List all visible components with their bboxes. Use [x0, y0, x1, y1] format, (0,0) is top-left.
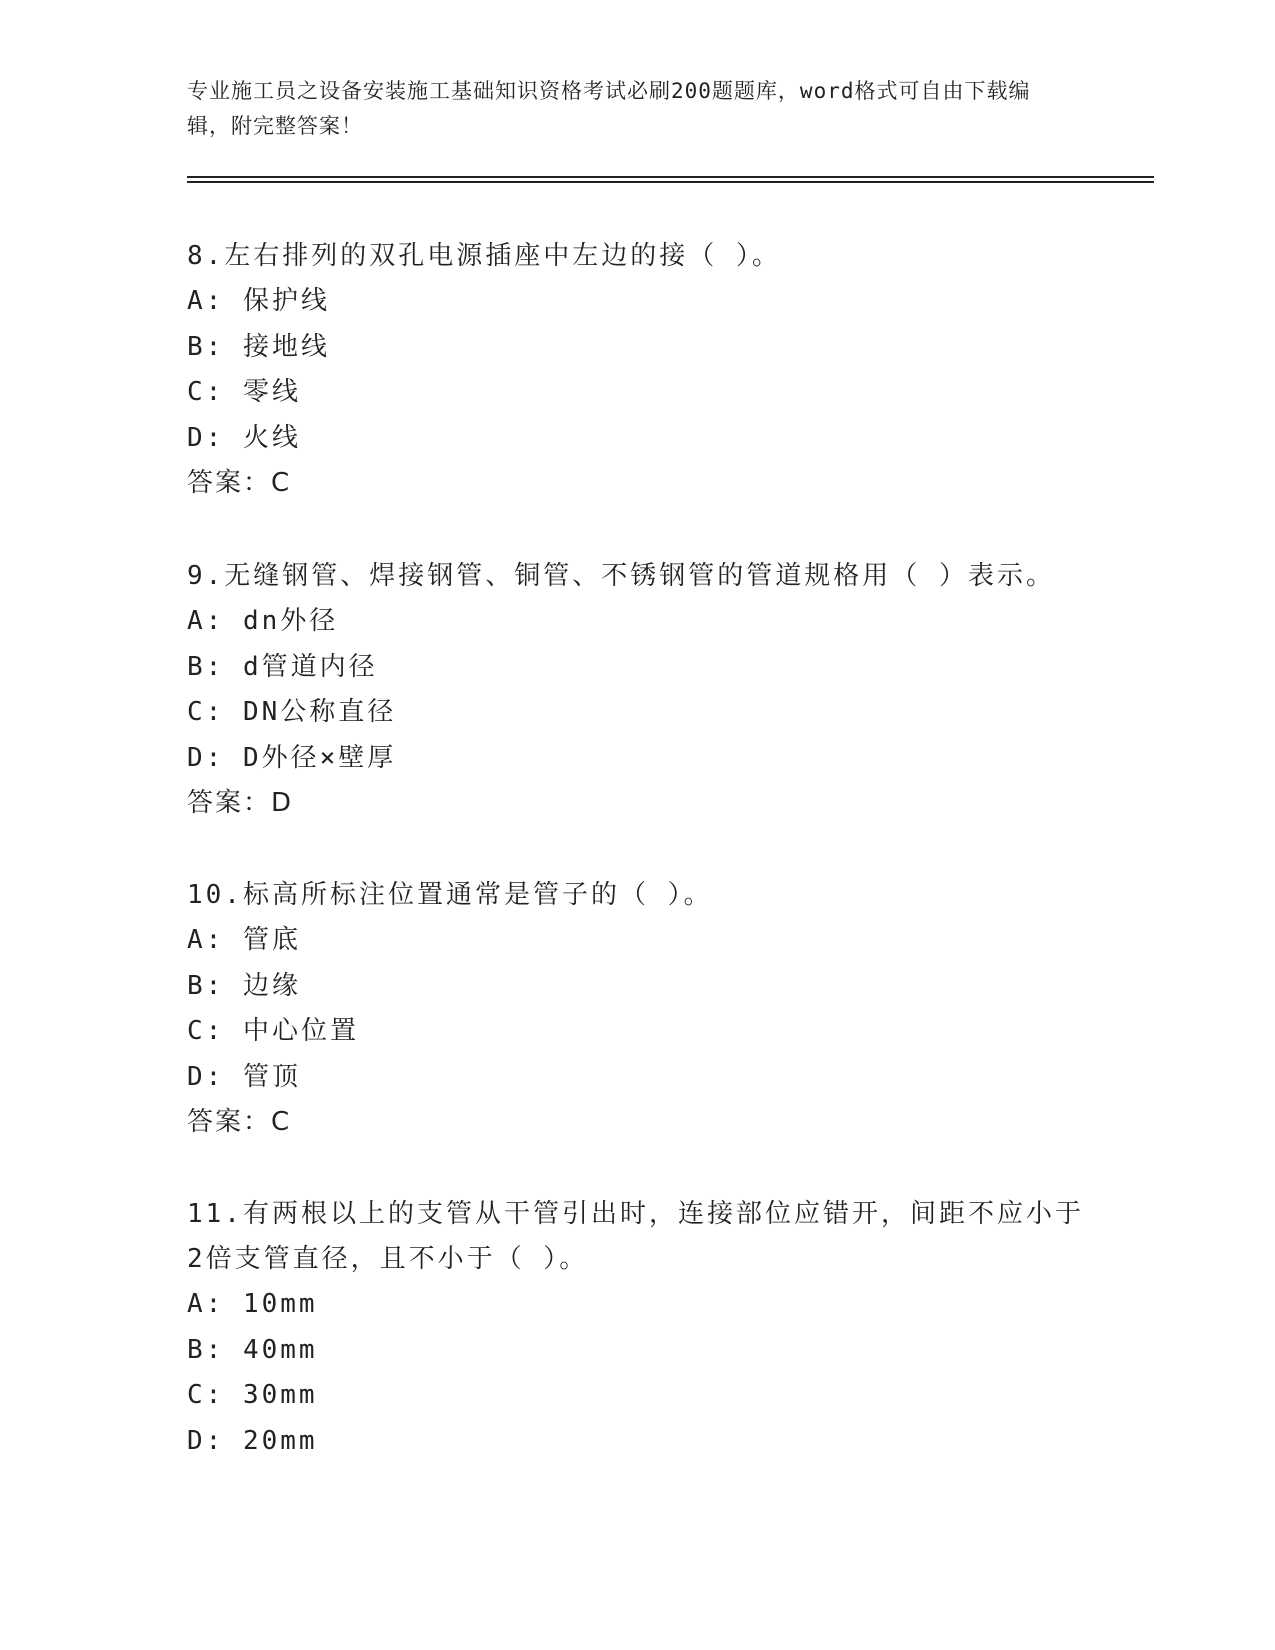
- question-stem: 9.无缝钢管、焊接钢管、铜管、不锈钢管的管道规格用（ ）表示。: [187, 561, 1055, 591]
- option-a: A: 保护线: [187, 286, 330, 316]
- question-block: [187, 873, 1087, 1146]
- question-block: [187, 554, 1087, 827]
- option-d: D: 20mm: [187, 1425, 318, 1456]
- option-d: D: 管顶: [187, 1061, 301, 1092]
- option-a: A: dn外径: [187, 606, 339, 636]
- question-block: [187, 1192, 1087, 1464]
- question-block: [187, 234, 1087, 507]
- option-b: B: d管道内径: [187, 651, 378, 682]
- question-stem: 10.标高所标注位置通常是管子的（ ）。: [187, 880, 713, 910]
- option-c: C: 零线: [187, 377, 301, 407]
- answer-line: 答案：D: [187, 788, 294, 818]
- answer-line: 答案：C: [187, 1107, 292, 1137]
- option-a: A: 管底: [187, 925, 301, 955]
- document-header: 专业施工员之设备安装施工基础知识资格考试必刷200题题库，word格式可自由下载编辑，附完整答案！: [187, 79, 1031, 138]
- question-stem: 8.左右排列的双孔电源插座中左边的接（ ）。: [187, 241, 781, 271]
- option-a: A: 10mm: [187, 1289, 318, 1319]
- option-c: C: 中心位置: [187, 1016, 359, 1046]
- header-divider-line: [187, 176, 1154, 178]
- option-c: C: 30mm: [187, 1380, 318, 1410]
- option-b: B: 接地线: [187, 331, 330, 362]
- option-b: B: 40mm: [187, 1334, 318, 1365]
- option-b: B: 边缘: [187, 970, 301, 1001]
- question-stem: 11.有两根以上的支管从干管引出时，连接部位应错开，间距不应小于2倍支管直径，且不小于（ ）。: [187, 1199, 1084, 1274]
- answer-line: 答案：C: [187, 468, 292, 498]
- option-d: D: D外径×壁厚: [187, 742, 397, 773]
- header-divider-line: [187, 181, 1154, 183]
- option-c: C: DN公称直径: [187, 697, 397, 727]
- option-d: D: 火线: [187, 422, 301, 453]
